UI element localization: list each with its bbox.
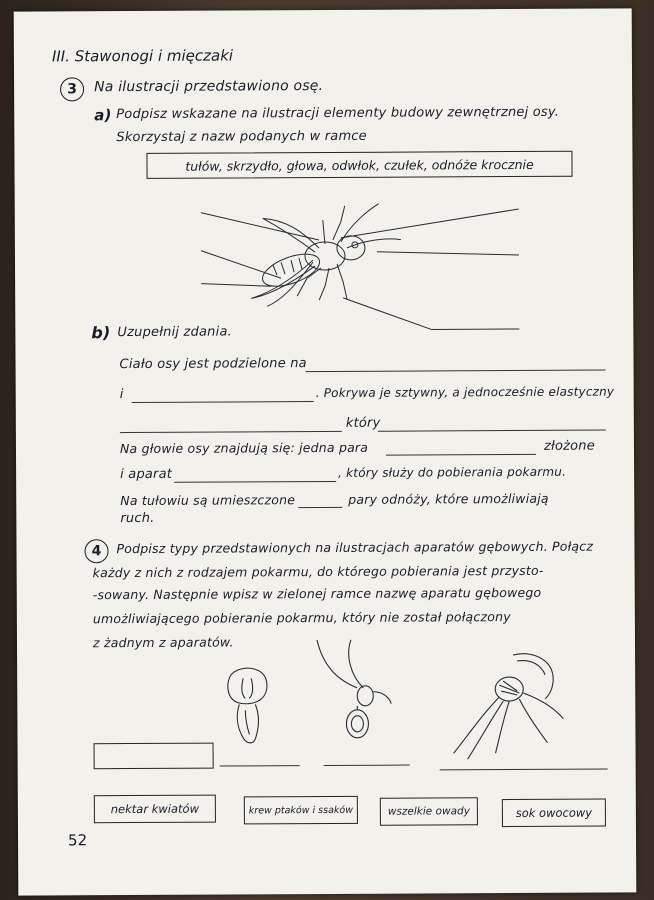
wasp-illustration: [201, 189, 532, 341]
task-3a-line1: Podpisz wskazane na ilustracji elementy budowy zewnętrznej osy.: [116, 104, 560, 123]
sentence-5-end: , który służy do pobierania pokarmu.: [338, 464, 567, 480]
task-4-line4: umożliwiającego pobieranie pokarmu, który nie został połączony: [92, 609, 511, 627]
chewing-mouthpart-illustration: [219, 664, 279, 748]
food-box-label: wszelkie owady: [387, 805, 470, 818]
task-4-line3: -sowany. Następnie wpisz w zielonej ramce nazwę aparatu gębowego: [92, 584, 542, 603]
section-title: III. Stawonogi i mięczaki: [51, 46, 234, 66]
task-3b-label: b): [91, 323, 111, 343]
answer-blank[interactable]: [324, 765, 410, 766]
piercing-mouthpart-illustration: [313, 636, 398, 748]
food-box-label: krew ptaków i ssaków: [248, 804, 353, 816]
answer-blank[interactable]: [386, 454, 536, 456]
sentence-2-start: i: [119, 387, 124, 403]
food-box-label: sok owocowy: [515, 805, 593, 821]
sentence-3: który: [345, 415, 381, 431]
task-3-intro: Na ilustracji przedstawiono osę.: [94, 78, 324, 96]
label-line: [377, 251, 519, 256]
answer-blank[interactable]: [306, 370, 606, 373]
sentence-1: Ciało osy jest podzielone na: [119, 356, 307, 373]
sentence-4-start: Na głowie osy znajdują się: jedna para: [119, 439, 369, 457]
answer-blank[interactable]: [120, 431, 342, 433]
word-box-text: tułów, skrzydło, głowa, odwłok, czułek, odnóże krocznie: [185, 156, 534, 174]
page-number: 52: [67, 831, 88, 850]
task-3b-intro: Uzupełnij zdania.: [117, 324, 232, 341]
sentence-6-end: pary odnóży, które umożliwiają: [348, 490, 549, 507]
answer-blank[interactable]: [298, 507, 342, 508]
food-box[interactable]: [244, 796, 358, 825]
answer-blank[interactable]: [132, 401, 314, 403]
word-box: [146, 151, 572, 179]
worksheet-page: [14, 8, 637, 895]
sentence-5-start: i aparat: [120, 466, 173, 483]
sentence-4-end: złożone: [543, 438, 595, 454]
task-3a-label: a): [94, 106, 112, 125]
sentence-2-end: . Pokrywa je sztywny, a jednocześnie elastyczny: [315, 384, 615, 401]
food-box-label: nektar kwiatów: [110, 801, 200, 817]
label-line: [201, 212, 319, 241]
label-line: [201, 283, 271, 286]
label-line: [341, 209, 519, 238]
green-answer-box[interactable]: [94, 743, 214, 770]
sentence-6-start: Na tułowiu są umieszczone: [120, 492, 296, 509]
task-4-number: 4: [84, 539, 108, 563]
food-box[interactable]: [94, 795, 216, 824]
answer-blank[interactable]: [220, 765, 300, 766]
sucking-proboscis-illustration: [443, 649, 568, 764]
food-box[interactable]: [502, 799, 606, 828]
task-4-line2: każdy z nich z rodzajem pokarmu, do którego pobierania jest przysto-: [92, 562, 544, 581]
task-4-line1: Podpisz typy przedstawionych na ilustracjach aparatów gębowych. Połącz: [116, 538, 594, 557]
task-3a-line2: Skorzystaj z nazw podanych w ramce: [116, 128, 367, 146]
answer-blank[interactable]: [440, 769, 608, 771]
label-line: [343, 297, 431, 329]
sentence-7: ruch.: [120, 510, 155, 527]
task-3-number: 3: [60, 77, 84, 101]
answer-blank[interactable]: [378, 430, 606, 432]
label-line: [201, 250, 281, 278]
task-4-line5: z żadnym z aparatów.: [92, 634, 234, 651]
answer-blank[interactable]: [174, 481, 336, 483]
food-box[interactable]: [380, 797, 478, 826]
